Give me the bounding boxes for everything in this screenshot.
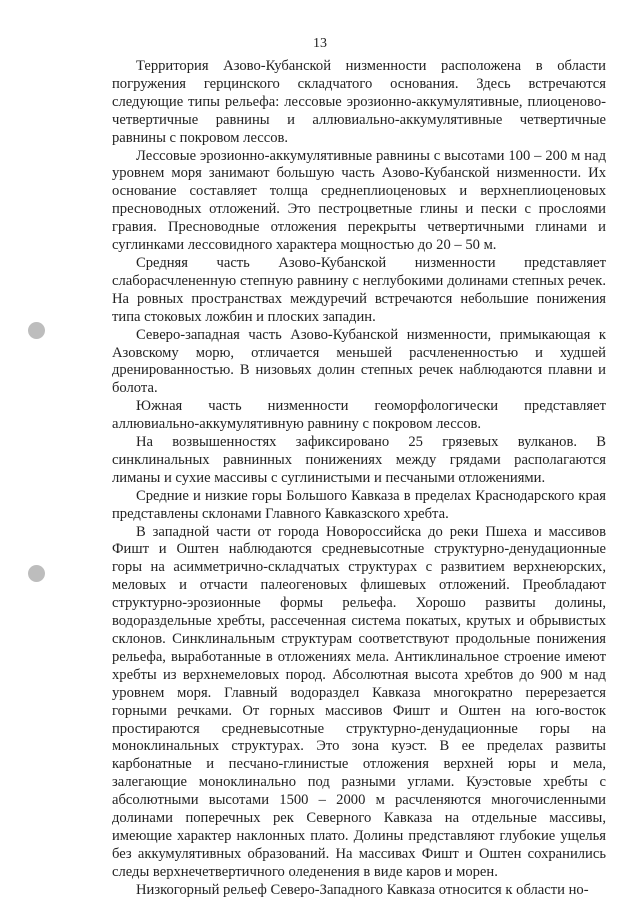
- punch-hole-mark: [28, 565, 45, 582]
- punch-hole-mark: [28, 322, 45, 339]
- paragraph: Северо-западная часть Азово-Кубанской низменности, примыкающая к Азовскому морю, отличается меньшей расчлененностью и худшей дренированностью. В низовьях долин степных речек наблюдаются плавни и болота.: [112, 326, 606, 397]
- paragraph: На возвышенностях зафиксировано 25 грязевых вулканов. В синклинальных равнинных понижениях между грядами располагаются лиманы и сухие массивы с суглинистыми и песчаными отложениями.: [112, 434, 606, 486]
- paragraph: Лессовые эрозионно-аккумулятивные равнины с высотами 100 – 200 м над уровнем моря занимают большую часть Азово-Кубанской низменности. Их основание составляет толща среднеплиоценовых и верхнеплиоценовых пресноводных отложений. Это пестроцветные глины и пески с прослоями гравия. Пресноводные отложения перекрыты четвертичными глинами и суглинками лессовидного характера мощностью до 20 – 50 м.: [112, 147, 606, 254]
- paragraph: Средняя часть Азово-Кубанской низменности представляет слаборасчлененную степную равнину с неглубокими долинами степных речек. На ровных пространствах междуречий встречаются небольшие понижения типа стоковых ложбин и плоских западин.: [112, 254, 606, 325]
- paragraph: Низкогорный рельеф Северо-Западного Кавказа относится к области но-: [136, 881, 589, 898]
- page-number: 13: [313, 36, 327, 51]
- paragraph: Территория Азово-Кубанской низменности расположена в области погружения герцинского складчатого основания. Здесь встречаются следующие типы рельефа: лессовые эрозионно-аккумулятивные, плиоценово-четвертичные равнины и аллювиально-аккумулятивные четвертичные равнины с покровом лессов.: [112, 58, 606, 146]
- paragraph: Средние и низкие горы Большого Кавказа в пределах Краснодарского края представлены склонами Главного Кавказского хребта.: [112, 487, 606, 522]
- paragraph: Южная часть низменности геоморфологически представляет аллювиально-аккумулятивную равнину с покровом лессов.: [112, 398, 606, 433]
- document-body: [112, 58, 606, 900]
- paragraph: В западной части от города Новороссийска до реки Пшеха и массивов Фишт и Оштен наблюдаются средневысотные структурно-денудационные горы на асимметрично-складчатых структурах с развитием верхнеюрских, меловых и отчасти палеогеновых флишевых отложений. Преобладают структурно-эрозионные формы рельефа. Хорошо развиты долины, водораздельные хребты, рассеченная система покатых, крутых и обрывистых склонов. Синклинальным структурам соответствуют продольные понижения рельефа, выработанные в отложениях мела. Антиклинальное строение имеют хребты из верхнемеловых пород. Абсолютная высота хребтов до 900 м над уровнем моря. Главный водораздел Кавказа многократно перерезается горными речками. От горных массивов Фишт и Оштен на юго-восток простираются средневысотные структурно-денудационные горы на моноклинальных структурах. Это зона куэст. В ее пределах развиты карбонатные и песчано-глинистые отложения верхней юры и мела, залегающие моноклинально под разными углами. Куэстовые хребты с абсолютными высотами 1500 – 2000 м расчленяются многочисленными долинами поперечных рек Северного Кавказа на отдельные массивы, имеющие характер наклонных плато. Долины представляют глубокие ущелья без аккумулятивных образований. На массивах Фишт и Оштен сохранились следы верхнечетвертичного оледенения в виде каров и морен.: [112, 523, 606, 880]
